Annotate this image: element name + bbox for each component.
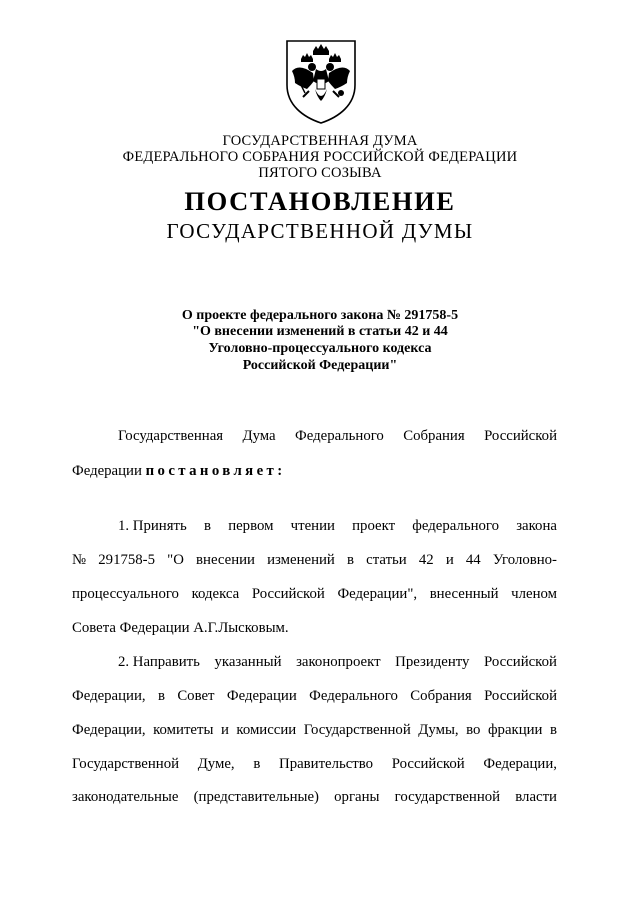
word: Федерации", (337, 586, 418, 602)
word: фракции (487, 722, 543, 738)
word: Правительство (279, 756, 374, 772)
word: 2. Направить (118, 654, 200, 670)
word: внесенный (429, 586, 499, 602)
word: Российской (391, 756, 465, 772)
word: и (220, 722, 229, 738)
word: Российской (251, 586, 325, 602)
word: Федерального (309, 688, 398, 704)
word: комиссии (236, 722, 297, 738)
word: 1. Принять (118, 518, 187, 534)
word: Уголовно- (492, 552, 557, 568)
word: во (466, 722, 481, 738)
preamble-line (118, 427, 557, 445)
word: Президенту (395, 654, 470, 670)
word: кодекса (191, 586, 240, 602)
item-1-line (118, 517, 557, 535)
word: процессуального (72, 586, 179, 602)
word: (представительные) (193, 789, 319, 805)
word: комитеты (153, 722, 214, 738)
item-2-line (72, 721, 557, 739)
document-issuer-title: ГОСУДАРСТВЕННОЙ ДУМЫ (166, 219, 474, 243)
russian-coat-of-arms-icon (283, 37, 359, 125)
word: Федерации, (483, 756, 557, 772)
item-2-line (72, 687, 557, 705)
word: и (445, 552, 454, 568)
preamble-text: Федерации (72, 463, 146, 479)
word: статьи (366, 552, 407, 568)
word: Собрания (403, 428, 465, 444)
word: власти (515, 789, 557, 805)
item-1-line (72, 585, 557, 603)
word: государственной (394, 789, 501, 805)
word: в (549, 722, 557, 738)
word: Государственной (303, 722, 411, 738)
word: Дума (242, 428, 276, 444)
word: закона (516, 518, 557, 534)
subject-line: "О внесении изменений в статьи 42 и 44 (192, 324, 448, 339)
word: Государственной (72, 756, 180, 772)
word: законодательные (72, 789, 179, 805)
word: Собрания (410, 688, 472, 704)
item-1-line (72, 551, 557, 569)
preamble-line (72, 462, 557, 480)
word: Федерации, (72, 722, 146, 738)
word: Думе, (197, 756, 235, 772)
header-line-convocation: ПЯТОГО СОЗЫВА (258, 165, 382, 181)
item-1-line: Совета Федерации А.Г.Лысковым. (72, 620, 289, 636)
header-line-federal-assembly: ФЕДЕРАЛЬНОГО СОБРАНИЯ РОССИЙСКОЙ ФЕДЕРАЦИИ (122, 149, 518, 165)
word: органы (334, 789, 380, 805)
word: Федерального (295, 428, 384, 444)
word: Думы, (418, 722, 459, 738)
word: 44 (465, 552, 481, 568)
word: законопроект (296, 654, 381, 670)
subject-line: О проекте федерального закона № 291758-5 (181, 308, 459, 323)
word: Федерации, (72, 688, 146, 704)
word: 291758-5 (98, 552, 155, 568)
header-line-duma: ГОСУДАРСТВЕННАЯ ДУМА (222, 133, 418, 149)
word: в (157, 688, 165, 704)
subject-line: Российской Федерации" (242, 358, 398, 373)
document-type-title: ПОСТАНОВЛЕНИЕ (184, 186, 456, 216)
word: указанный (214, 654, 282, 670)
word: Российской (484, 688, 557, 704)
word: № (72, 552, 87, 568)
item-2-line (118, 653, 557, 671)
word: "О (167, 552, 184, 568)
word: Государственная (118, 428, 224, 444)
word: в (347, 552, 355, 568)
subject-line: Уголовно-процессуального кодекса (208, 341, 432, 356)
word: Российской (484, 428, 557, 444)
word: в (203, 518, 211, 534)
word: Совет (177, 688, 215, 704)
word: чтении (290, 518, 335, 534)
item-2-line (72, 788, 557, 806)
word: изменений (267, 552, 335, 568)
word: членом (511, 586, 557, 602)
item-2-line (72, 755, 557, 773)
word: проект (352, 518, 396, 534)
word: 42 (418, 552, 434, 568)
word: Российской (484, 654, 557, 670)
word: внесении (196, 552, 255, 568)
word: в (253, 756, 261, 772)
word: Федерации (226, 688, 297, 704)
word: федерального (412, 518, 499, 534)
resolves-keyword: постановляет: (145, 463, 286, 479)
word: первом (228, 518, 274, 534)
